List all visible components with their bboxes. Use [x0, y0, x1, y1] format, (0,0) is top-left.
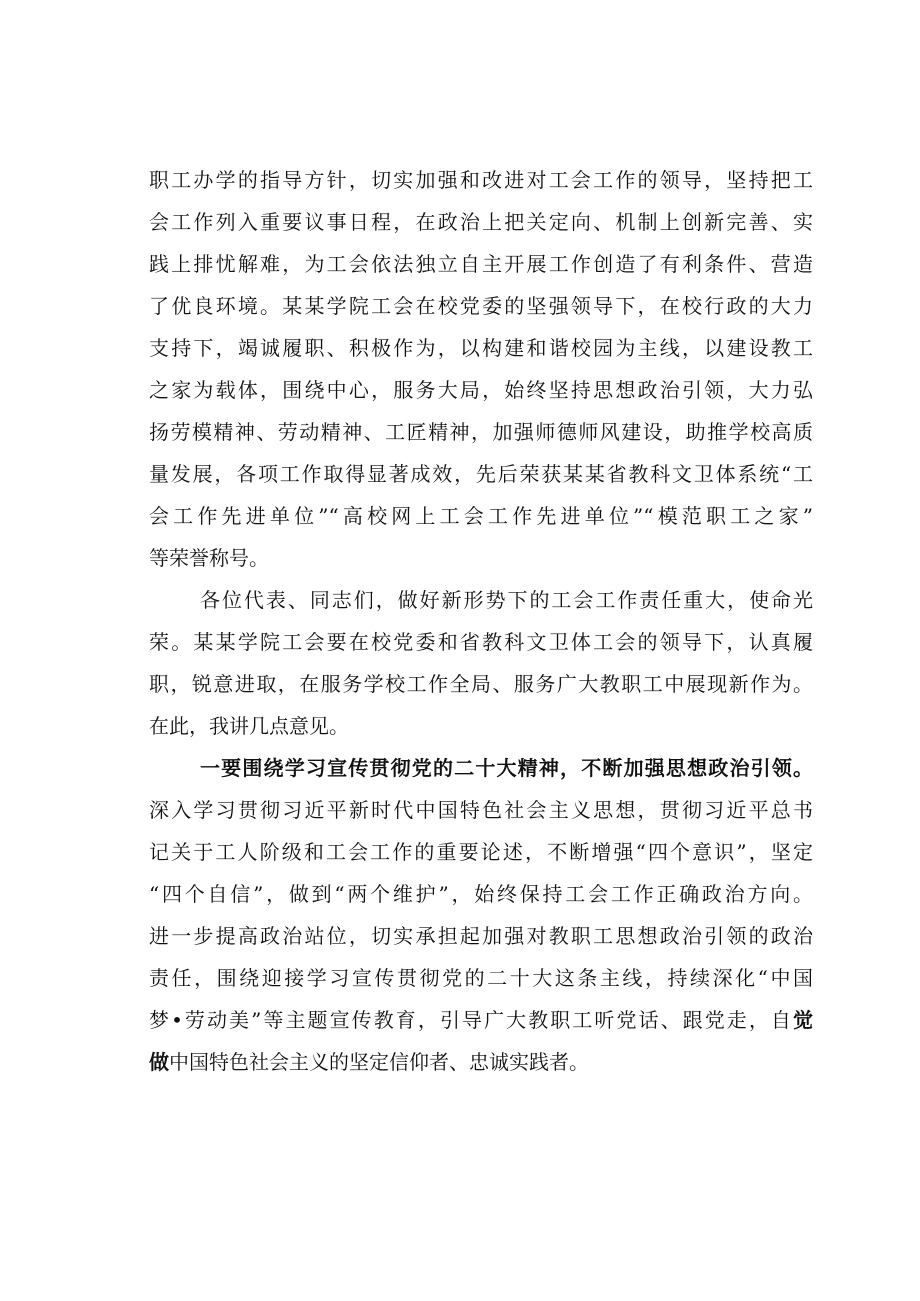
paragraph-1-line-8: 量发展，各项工作取得显著成效，先后荣获某某省教科文卫体系统“工: [149, 462, 813, 486]
paragraph-1-line-10: 等荣誉称号。: [149, 546, 269, 570]
paragraph-1-line-1: 职工办学的指导方针，切实加强和改进对工会工作的领导，坚持把工: [149, 168, 813, 192]
paragraph-2-line-3: 职，锐意进取，在服务学校工作全局、服务广大教职工中展现新作为。: [149, 672, 813, 696]
paragraph-1-line-3: 践上排忧解难，为工会依法独立自主开展工作创造了有利条件、营造: [149, 252, 813, 276]
paragraph-2-line-4: 在此，我讲几点意见。: [149, 714, 349, 738]
paragraph-3-line-3: “四个自信”，做到“两个维护”，始终保持工会工作正确政治方向。: [149, 882, 813, 906]
paragraph-2-line-1: 各位代表、同志们，做好新形势下的工会工作责任重大，使命光: [200, 588, 813, 612]
paragraph-3-line-1: 深入学习贯彻习近平新时代中国特色社会主义思想，贯彻习近平总书: [149, 798, 813, 822]
paragraph-3-line-6-text: 梦•劳动美”等主题宣传教育，引导广大教职工听党话、跟党走，自: [149, 1008, 793, 1032]
paragraph-3-line-5: 责任，围绕迎接学习宣传贯彻党的二十大这条主线，持续深化“中国: [149, 966, 813, 990]
paragraph-1-line-7: 扬劳模精神、劳动精神、工匠精神，加强师德师风建设，助推学校高质: [149, 420, 813, 444]
paragraph-3-heading: 一要围绕学习宣传贯彻党的二十大精神，不断加强思想政治引领。: [200, 756, 813, 780]
paragraph-3-line-7: [149, 1045, 813, 1079]
paragraph-1-line-9: 会工作先进单位”“高校网上工会工作先进单位”“模范职工之家”: [149, 504, 813, 528]
paragraph-1-line-6: 之家为载体，围绕中心，服务大局，始终坚持思想政治引领，大力弘: [149, 378, 813, 402]
paragraph-3-line-2: 记关于工人阶级和工会工作的重要论述，不断增强“四个意识”，坚定: [149, 840, 813, 864]
paragraph-2-line-2: 荣。某某学院工会要在校党委和省教科文卫体工会的领导下，认真履: [149, 630, 813, 654]
paragraph-3-line-4: 进一步提高政治站位，切实承担起加强对教职工思想政治引领的政治: [149, 924, 813, 948]
paragraph-3-line-7-text: 中国特色社会主义的坚定信仰者、忠诚实践者。: [169, 1050, 589, 1074]
paragraph-3-line-7-bold: 做: [149, 1050, 169, 1074]
paragraph-1-line-2: 会工作列入重要议事日程，在政治上把关定向、机制上创新完善、实: [149, 210, 813, 234]
paragraph-3-line-6: [149, 1003, 813, 1037]
paragraph-1-line-4: 了优良环境。某某学院工会在校党委的坚强领导下，在校行政的大力: [149, 294, 813, 318]
paragraph-1-line-5: 支持下，竭诚履职、积极作为，以构建和谐校园为主线，以建设教工: [149, 336, 813, 360]
paragraph-3-line-6-bold: 觉: [793, 1008, 813, 1032]
